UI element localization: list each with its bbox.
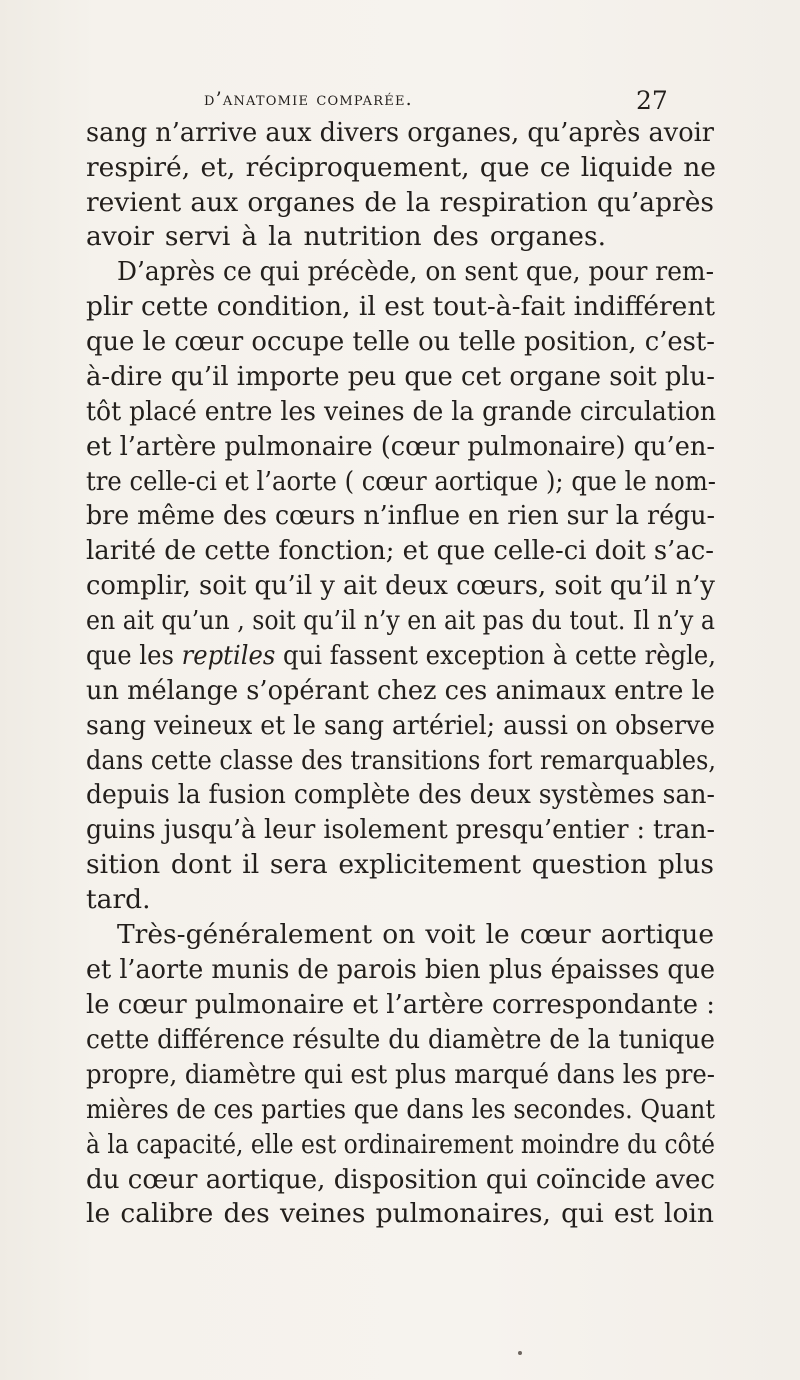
text-line: tre celle-ci et l’aorte ( cœur aortique ); que le nom- xyxy=(86,466,717,497)
text-line: guins jusqu’à leur isolement presqu’entier : tran- xyxy=(86,814,715,845)
ink-speck xyxy=(518,1351,522,1355)
text-line: complir, soit qu’il y ait deux cœurs, soit qu’il n’y xyxy=(86,570,715,601)
text-line: mières de ces parties que dans les secondes. Quant xyxy=(86,1094,716,1125)
page-number: 27 xyxy=(636,86,668,115)
text-line: tard. xyxy=(86,884,151,915)
text-line: à-dire qu’il importe peu que cet organe soit plu- xyxy=(86,361,716,392)
text-segment: que les xyxy=(86,640,182,671)
text-line: le cœur pulmonaire et l’artère correspondante : xyxy=(86,989,715,1020)
text-line: du cœur aortique, disposition qui coïncide avec xyxy=(86,1164,716,1195)
text-line: propre, diamètre qui est plus marqué dans les pre- xyxy=(86,1059,715,1090)
text-line: respiré, et, réciproquement, que ce liquide ne xyxy=(86,152,716,183)
text-line: bre même des cœurs n’influe en rien sur la régu- xyxy=(86,500,715,531)
text-line: sang veineux et le sang artériel; aussi on observe xyxy=(86,710,715,741)
text-line: depuis la fusion complète des deux systèmes san- xyxy=(86,779,715,810)
text-line: et l’aorte munis de parois bien plus épaisses que xyxy=(86,954,716,985)
text-line: à la capacité, elle est ordinairement moindre du côté xyxy=(86,1129,715,1160)
text-line: dans cette classe des transitions fort remarquables, xyxy=(86,745,716,776)
text-line: larité de cette fonction; et que celle-ci doit s’ac- xyxy=(86,535,714,566)
text-line: en ait qu’un , soit qu’il n’y en ait pas du tout. Il n’y a xyxy=(86,605,716,636)
text-line: Très-généralement on voit le cœur aortique xyxy=(117,919,715,950)
text-line: que le cœur occupe telle ou telle position, c’est- xyxy=(86,326,716,357)
text-line: plir cette condition, il est tout-à-fait indifférent xyxy=(86,291,716,322)
text-line: sang n’arrive aux divers organes, qu’après avoir xyxy=(86,117,714,148)
text-line: cette différence résulte du diamètre de la tunique xyxy=(86,1024,716,1055)
text-line: tôt placé entre les veines de la grande circulation xyxy=(86,396,716,427)
text-line: D’après ce qui précède, on sent que, pour rem- xyxy=(117,256,714,287)
italic-term: reptiles xyxy=(181,640,276,671)
running-title: d’anatomie comparée. xyxy=(204,88,413,110)
text-line: revient aux organes de la respiration qu’après xyxy=(86,187,714,218)
text-line: le calibre des veines pulmonaires, qui est loin xyxy=(86,1198,714,1229)
text-line: sition dont il sera explicitement question plus xyxy=(86,849,714,880)
text-segment: qui fassent exception à cette règle, xyxy=(275,640,717,671)
text-line: un mélange s’opérant chez ces animaux entre le xyxy=(86,675,715,706)
text-line: et l’artère pulmonaire (cœur pulmonaire) qu’en- xyxy=(86,431,716,462)
text-line xyxy=(86,641,716,671)
text-line: avoir servi à la nutrition des organes. xyxy=(86,221,607,252)
